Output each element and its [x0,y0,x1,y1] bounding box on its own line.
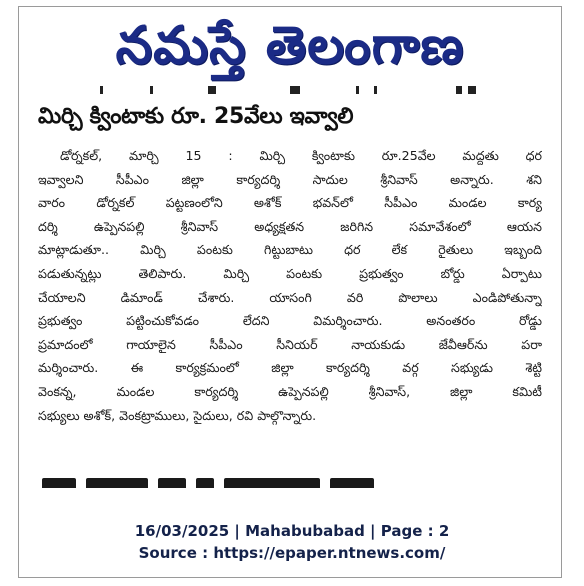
article-line: వారం డోర్నకల్ పట్టణంలోని అశోక్ భవన్‌లో సీపీఎం మండల కార్య [38,195,542,211]
article-line: దర్శి ఉప్పెనపల్లి శ్రీనివాస్ అధ్యక్షతన జరిగిన సమావేశంలో ఆయన [38,218,542,234]
caption-source: Source : https://epaper.ntnews.com/ [138,544,446,562]
article-line: వెంకన్న, మండల కార్యదర్శి ఉప్పెనపల్లి శ్రీనివాస్, జిల్లా కమిటీ [38,383,542,399]
cut-off-previous-text [38,86,542,100]
masthead-title: నమస్తే తెలంగాణ [115,16,465,76]
article-clip [38,86,542,488]
article-line: ప్రమాదంలో గాయాలైన సీపీఎం సీనియర్ నాయకుడు జేవీఆర్‌ను పరా [38,336,542,352]
article-headline: మిర్చి క్వింటాకు రూ. 25వేలు ఇవ్వాలి [38,104,354,129]
article-line: సభ్యులు అశోక్, వెంకట్రాములు, సైదులు, రవి పాల్గొన్నారు. [38,407,317,423]
article-body [38,144,542,427]
article-line: ప్రభుత్వం పట్టించుకోవడం లేదని విమర్శించారు. అనంతరం రోడ్డు [38,313,542,329]
article-line: డోర్నకల్, మార్చి 15 : మిర్చి క్వింటాకు రూ.25వేల మద్దతు ధర [60,148,542,163]
article-line: ఇవ్వాలని సీపీఎం జిల్లా కార్యదర్శి సాదుల శ్రీనివాస్ అన్నారు. శని [38,171,542,187]
article-line: చేయాలని డిమాండ్ చేశారు. యాసంగి వరి పొలాలు ఎండిపోతున్నా [38,289,542,305]
newspaper-masthead [19,7,561,85]
article-line: మాట్లాడుతూ.. మిర్చి పంటకు గిట్టుబాటు ధర లేక రైతులు ఇబ్బంది [38,242,542,258]
article-line: మర్శించారు. ఈ కార్యక్రమంలో జిల్లా కార్యదర్శి వర్గ సభ్యుడు శెట్టి [38,360,542,376]
clipping-caption [0,520,584,564]
cut-off-next-headline [42,474,382,488]
caption-date-edition: 16/03/2025 | Mahabubabad | Page : 2 [134,522,450,540]
article-line: పడుతున్నట్లు తెలిపారు. మిర్చి పంటకు ప్రభుత్వం బోర్డు ఏర్పాటు [38,265,542,281]
